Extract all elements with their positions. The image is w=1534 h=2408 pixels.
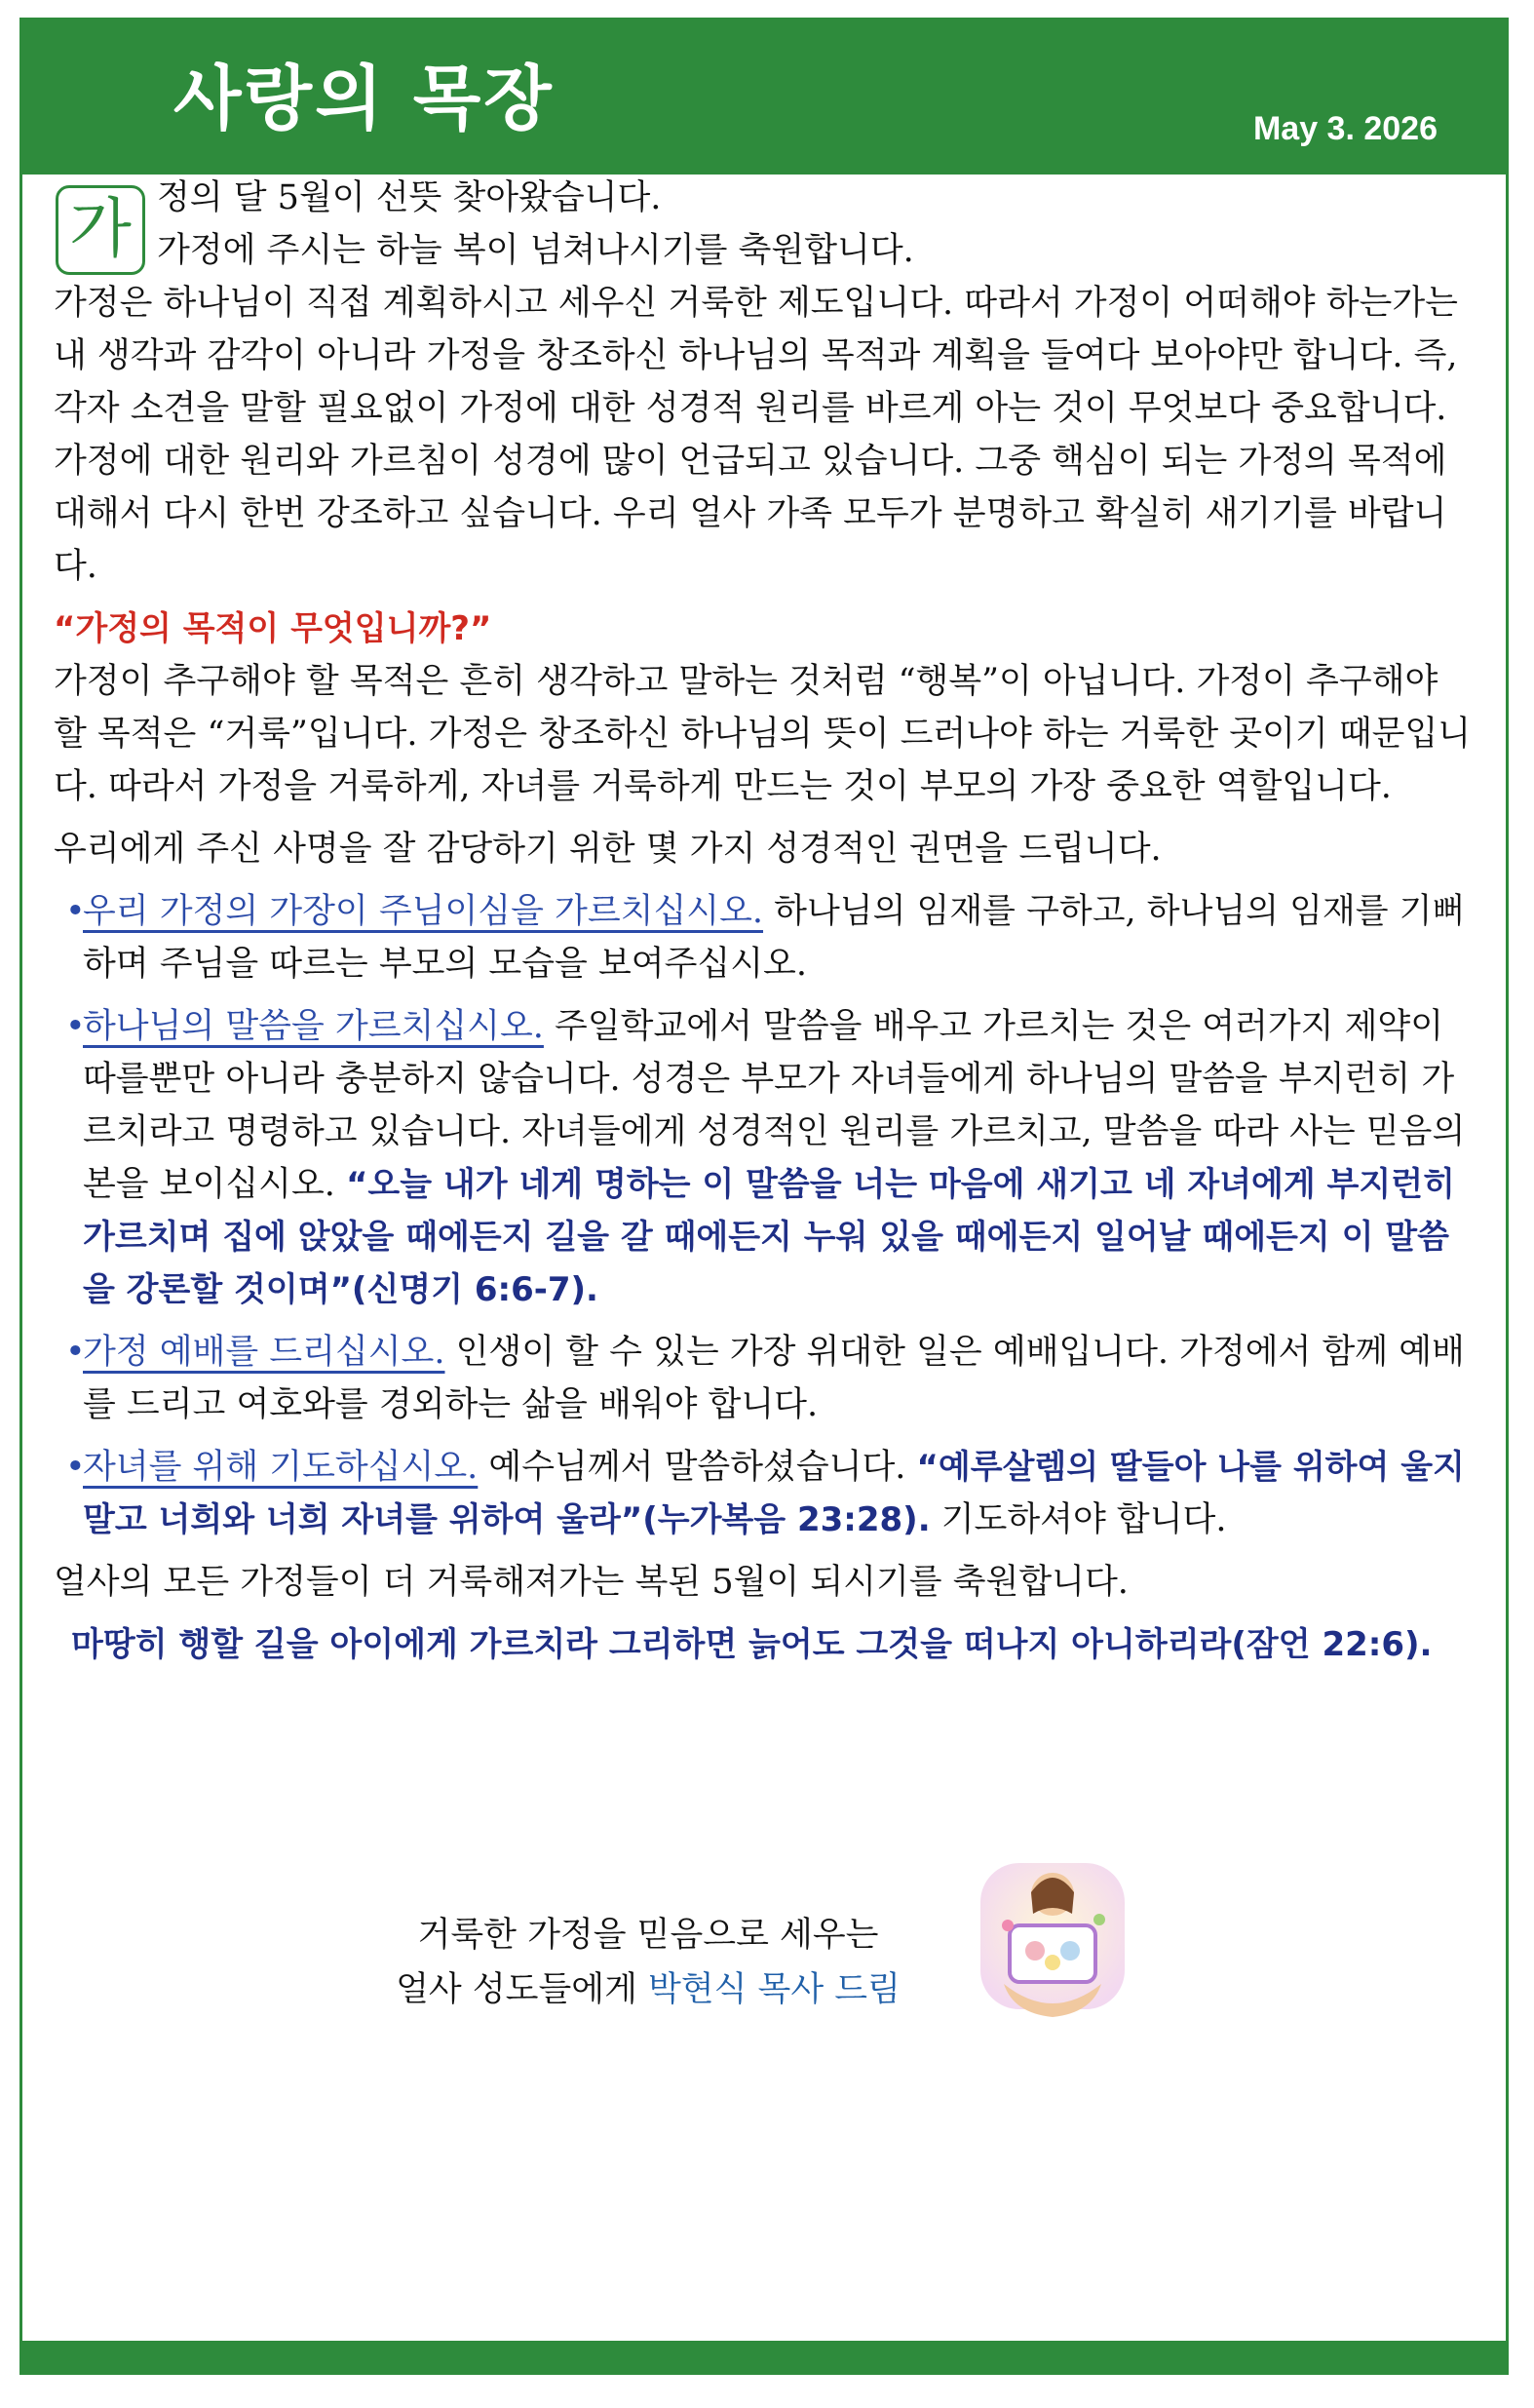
signature-line-2 xyxy=(326,1962,970,2017)
bullet-icon: • xyxy=(65,1448,86,1487)
list-item xyxy=(54,1000,1478,1316)
bullet-text: 하나님의 임재를 구하고, 하나님의 임재를 기뻐하며 주님을 따르는 부모의 모습을 보여주십시오. xyxy=(83,892,1466,984)
intro-line-2: 가정에 주시는 하늘 복이 넘쳐나시기를 축원합니다. xyxy=(157,231,914,270)
list-item xyxy=(54,885,1478,990)
signature-line-1: 거룩한 가정을 믿음으로 세우는 xyxy=(417,1916,879,1955)
list-item xyxy=(54,1441,1478,1546)
list-item xyxy=(54,1326,1478,1431)
bullet-text: 주일학교에서 말씀을 배우고 가르치는 것은 여러가지 제약이 따를뿐만 아니라 충분하지 않습니다. 성경은 부모가 자녀들에게 하나님의 말씀을 부지런히 가르치라고 명령하고 있습니다. 자녀들에게 성경적인 원리를 가르치고, 말씀을 따라 사는 믿음의 본을 보이십시오. xyxy=(83,1007,1466,1204)
bullet-text: 예수님께서 말씀하셨습니다. xyxy=(478,1448,917,1487)
bullet-heading: 하나님의 말씀을 가르치십시오. xyxy=(83,1007,544,1046)
scripture-quote: “오늘 내가 네게 명하는 이 말씀을 너는 마음에 새기고 네 자녀에게 부지런히 가르치며 집에 앉았을 때에든지 길을 갈 때에든지 누워 있을 때에든지 일어날 때에든지 이 말씀을 강론할 것이며”(신명기 6:6-7). xyxy=(83,1165,1455,1309)
bullet-heading: 우리 가정의 가장이 주님이심을 가르치십시오. xyxy=(83,892,764,931)
bullet-tail: 기도하셔야 합니다. xyxy=(930,1500,1227,1539)
bullet-icon: • xyxy=(65,892,86,931)
closing-verse: 마땅히 행할 길을 아이에게 가르치라 그리하면 늙어도 그것을 떠나지 아니하리라(잠언 22:6). xyxy=(71,1625,1433,1664)
page-title: 사랑의 목장 xyxy=(173,58,555,139)
header-bar xyxy=(22,20,1506,175)
scripture-quote: “예루살렘의 딸들아 나를 위하여 울지 말고 너희와 너희 자녀를 위하여 울라”(누가복음 23:28). xyxy=(83,1448,1465,1539)
dropcap: 가 xyxy=(56,185,145,275)
issue-date: May 3. 2026 xyxy=(1252,110,1438,147)
signature-prefix: 얼사 성도들에게 xyxy=(396,1970,648,2009)
bullet-icon: • xyxy=(65,1007,86,1046)
intro-line-1: 정의 달 5월이 선뜻 찾아왔습니다. xyxy=(157,178,662,217)
blessing-line: 얼사의 모든 가정들이 더 거룩해져가는 복된 5월이 되시기를 축원합니다. xyxy=(54,1563,1129,1602)
bullet-icon: • xyxy=(65,1333,86,1372)
signature xyxy=(326,1908,970,2017)
bullet-text: 인생이 할 수 있는 가장 위대한 일은 예배입니다. 가정에서 함께 예배를 드리고 여호와를 경외하는 삶을 배워야 합니다. xyxy=(83,1333,1465,1424)
purpose-paragraph: 가정이 추구해야 할 목적은 흔히 생각하고 말하는 것처럼 “행복”이 아닙니다. 가정이 추구해야 할 목적은 “거룩”입니다. 가정은 창조하신 하나님의 뜻이 드러나야 하는 거룩한 곳이기 때문입니다. 따라서 가정을 거룩하게, 자녀를 거룩하게 만드는 것이 부모의 가장 중요한 역할입니다. xyxy=(54,662,1472,806)
article-body xyxy=(54,172,1478,1671)
intro-paragraph: 가정은 하나님이 직접 계획하시고 세우신 거룩한 제도입니다. 따라서 가정이 어떠해야 하는가는 내 생각과 감각이 아니라 가정을 창조하신 하나님의 목적과 계획을 들여다 보아야만 합니다. 즉, 각자 소견을 말할 필요없이 가정에 대한 성경적 원리를 바르게 아는 것이 무엇보다 중요합니다. 가정에 대한 원리와 가르침이 성경에 많이 언급되고 있습니다. 그중 핵심이 되는 가정의 목적에 대해서 다시 한번 강조하고 싶습니다. 우리 얼사 가족 모두가 분명하고 확실히 새기기를 바랍니다. xyxy=(54,284,1458,586)
bullet-heading: 가정 예배를 드리십시오. xyxy=(83,1333,445,1372)
footer-bar xyxy=(22,2341,1506,2372)
section-question: “가정의 목적이 무엇입니까?” xyxy=(54,609,492,648)
pastor-name: 박현식 목사 드림 xyxy=(648,1970,901,2009)
bullet-heading: 자녀를 위해 기도하십시오. xyxy=(83,1448,479,1487)
family-illustration-icon xyxy=(975,1857,1131,2033)
exhortation-intro: 우리에게 주신 사명을 잘 감당하기 위한 몇 가지 성경적인 권면을 드립니다. xyxy=(54,830,1162,869)
